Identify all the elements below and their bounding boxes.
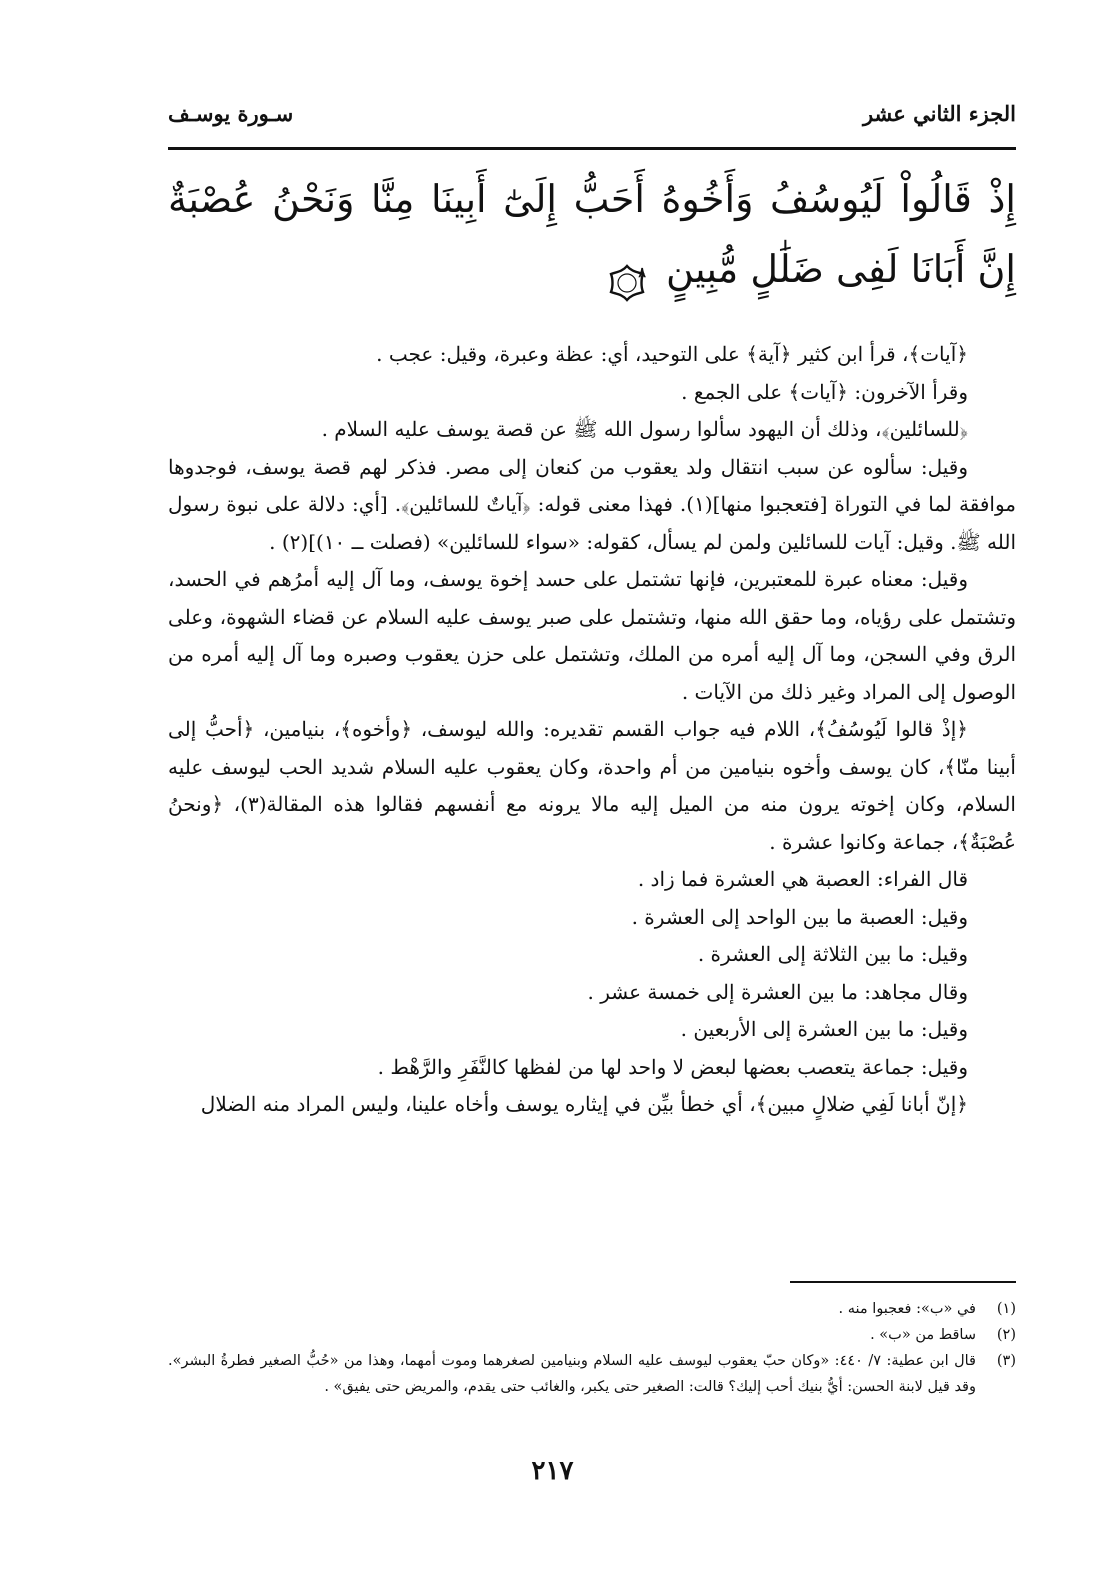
verse-number: ٨: [638, 264, 646, 281]
footnote-text: قال ابن عطية: ٧/ ٤٤٠: «وكان حبّ يعقوب ليوسف عليه السلام وبنيامين لصغرهما وموت أمهما، وهذا من «حُبُّ الصغير فطرةُ البشر». وقد قيل لابنة الحسن: أيُّ بنيك أحب إليك؟ قالت: الصغير حتى يكبر، والغائب حتى يقدم، والمريض حتى يفيق» .: [168, 1353, 976, 1395]
paragraph: ﴿للسائلين﴾، وذلك أن اليهود سألوا رسول الله ﷺ عن قصة يوسف عليه السلام .: [321, 417, 968, 441]
page-number: ٢١٧: [531, 1456, 574, 1486]
paragraph: وقيل: سألوه عن سبب انتقال ولد يعقوب من كنعان إلى مصر. فذكر لهم قصة يوسف، فوجدوها موافقة لما في التوراة [فتعجبوا منها](١). فهذا معنى قوله: ﴿آياتٌ للسائلين﴾. [أي: دلالة على نبوة رسول الله ﷺ. وقيل: آيات للسائلين ولمن لم يسأل، كقوله: «سواء للسائلين» (فصلت ــ ١٠)](٢) .: [168, 454, 1017, 554]
footnote-number: (٣): [996, 1353, 1016, 1369]
footnotes: [168, 1296, 1016, 1400]
header-rule: [168, 147, 1016, 150]
page-header: [168, 96, 1016, 130]
paragraph: وقرأ الآخرون: ﴿آيات﴾ على الجمع .: [681, 379, 968, 404]
surah-title: سـورة يوسـف: [168, 100, 294, 126]
commentary-body: [168, 336, 1016, 1124]
footnote-rule: [790, 1281, 1016, 1283]
paragraph: وقيل: ما بين الثلاثة إلى العشرة .: [697, 942, 968, 966]
quran-verse: [168, 164, 1016, 304]
footnote: [168, 1322, 1016, 1348]
verse-number-marker: [608, 254, 646, 292]
paragraph: وقيل: معناه عبرة للمعتبرين، فإنها تشتمل على حسد إخوة يوسف، وما آل إليه أمرُهم في الحسد، وتشتمل على رؤياه، وما حقق الله منها، وتشتمل على صبر يوسف عليه السلام عن قضاء الشهوة، وعلى الرق وفي السجن، وما آل إليه أمره من الملك، وتشتمل على حزن يعقوب وصبره وما آل إليه أمره من الوصول إلى المراد وغير ذلك من الآيات .: [168, 567, 1016, 704]
paragraph: وقيل: العصبة ما بين الواحد إلى العشرة .: [631, 904, 968, 929]
verse-text: إِذْ قَالُواْ لَيُوسُفُ وَأَخُوهُ أَحَبُّ إِلَىٰٓ أَبِينَا مِنَّا وَنَحْنُ عُصْبَةٌ إِنَّ أَبَانَا لَفِى ضَلَٰلٍ مُّبِينٍ: [168, 177, 1016, 291]
paragraph: وقال مجاهد: ما بين العشرة إلى خمسة عشر .: [587, 979, 968, 1004]
footnote-text: في «ب»: فعجبوا منه .: [838, 1301, 976, 1317]
paragraph: وقيل: جماعة يتعصب بعضها لبعض لا واحد لها من لفظها كالنَّفَرِ والرَّهْط .: [377, 1054, 968, 1079]
footnote-number: (٢): [996, 1327, 1016, 1343]
paragraph: ﴿إنّ أبانا لَفِي ضلالٍ مبين﴾، أي خطأ بيِّن في إيثاره يوسف وأخاه علينا، وليس المراد منه الضلال: [200, 1092, 968, 1116]
paragraph: ﴿إذْ قالوا لَيُوسُفُ﴾، اللام فيه جواب القسم تقديره: والله ليوسف، ﴿وأخوه﴾، بنيامين، ﴿أحبُّ إلى أبينا منّا﴾، كان يوسف وأخوه بنيامين من أم واحدة، وكان يعقوب عليه السلام شديد الحب ليوسف عليه السلام، وكان إخوته يرون منه من الميل إليه مالا يرونه مع أنفسهم فقالوا هذه المقالة(٣)، ﴿ونحنُ عُصْبَةٌ﴾، جماعة وكانوا عشرة .: [168, 717, 1016, 854]
footnote-text: ساقط من «ب» .: [870, 1327, 976, 1343]
footnote: [168, 1296, 1016, 1322]
paragraph: وقيل: ما بين العشرة إلى الأربعين .: [680, 1017, 968, 1041]
footnote: [168, 1348, 1016, 1400]
part-title: الجزء الثاني عشر: [862, 100, 1016, 126]
footnote-number: (١): [996, 1301, 1016, 1317]
paragraph: ﴿آيات﴾، قرأ ابن كثير ﴿آية﴾ على التوحيد، أي: عظة وعبرة، وقيل: عجب .: [376, 342, 968, 366]
paragraph: قال الفراء: العصبة هي العشرة فما زاد .: [637, 867, 968, 891]
